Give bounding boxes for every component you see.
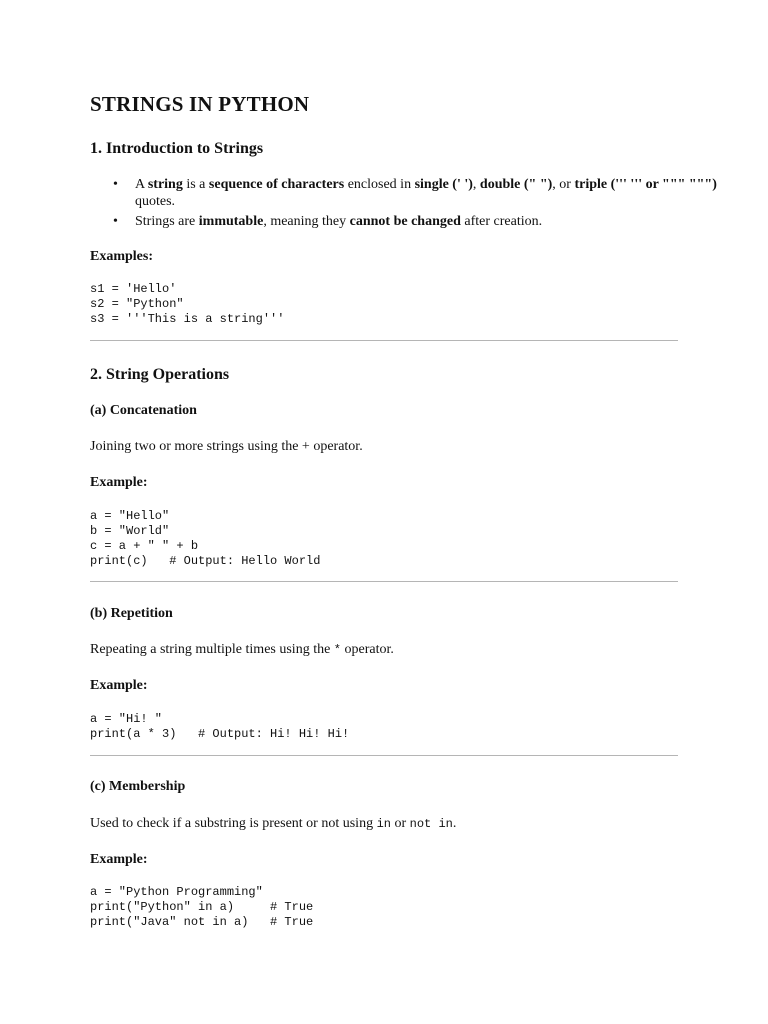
inline-code-not-in: not in: [409, 817, 453, 831]
concatenation-example-label: Example:: [90, 475, 148, 490]
membership-description: Used to check if a substring is present or not using in or not in.: [90, 816, 457, 831]
bullet-string-definition: • A string is a sequence of characters enclosed in single (' '), double (" "), or triple (''' ''' or """ """) quotes.: [135, 176, 725, 210]
section2-heading: 2. String Operations: [90, 366, 230, 383]
code-block-repetition: a = "Hi! " print(a * 3) # Output: Hi! Hi! Hi!: [90, 712, 350, 741]
divider: [90, 340, 678, 341]
membership-heading: (c) Membership: [90, 779, 186, 794]
repetition-heading: (b) Repetition: [90, 606, 173, 621]
intro-bullet-list: [90, 176, 725, 233]
repetition-example-label: Example:: [90, 678, 148, 693]
repetition-description: Repeating a string multiple times using the * operator.: [90, 642, 394, 657]
code-block-concatenation: a = "Hello" b = "World" c = a + " " + b print(c) # Output: Hello World: [90, 509, 321, 568]
examples-label: Examples:: [90, 249, 153, 264]
concatenation-description: Joining two or more strings using the + operator.: [90, 439, 363, 454]
divider: [90, 581, 678, 582]
inline-code-operator: *: [333, 643, 341, 657]
code-block-string-examples: s1 = 'Hello' s2 = "Python" s3 = '''This is a string''': [90, 282, 285, 326]
bullet-immutable: • Strings are immutable, meaning they cannot be changed after creation.: [135, 213, 725, 230]
inline-code-in: in: [376, 817, 391, 831]
divider: [90, 755, 678, 756]
page-title: STRINGS IN PYTHON: [90, 92, 310, 116]
concatenation-heading: (a) Concatenation: [90, 403, 197, 418]
code-block-membership: a = "Python Programming" print("Python" in a) # True print("Java" not in a) # True: [90, 885, 314, 929]
membership-example-label: Example:: [90, 852, 148, 867]
section1-heading: 1. Introduction to Strings: [90, 140, 264, 157]
